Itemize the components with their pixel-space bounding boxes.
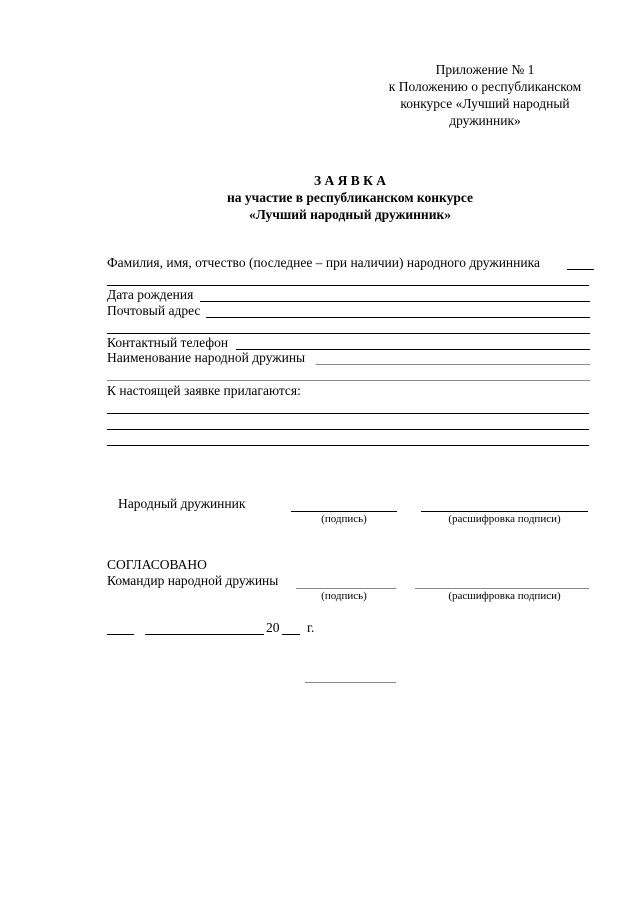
squad-name-field[interactable] [316,364,590,365]
volunteer-decode-caption: (расшифровка подписи) [448,513,561,525]
attachments-line-3[interactable] [107,445,589,446]
volunteer-name-decode-field[interactable] [421,511,588,512]
date-day-field[interactable] [107,634,134,635]
date-year-field[interactable] [282,634,300,635]
birth-date-label: Дата рождения [107,287,194,302]
squad-name-field-continued[interactable] [107,380,590,381]
phone-label: Контактный телефон [107,335,229,350]
annex-line-3: конкурсе «Лучший народный [400,96,570,111]
document-subtitle: на участие в республиканском конкурсе [226,190,474,205]
commander-signature-caption: (подпись) [321,590,367,602]
annex-line-2: к Положению о республиканском [388,79,582,94]
document-title: З А Я В К А [313,173,387,188]
commander-signature-field[interactable] [296,588,396,589]
commander-label: Командир народной дружины [107,573,279,588]
attachments-line-1[interactable] [107,413,589,414]
full-name-field-continued[interactable] [107,285,589,286]
attachments-label: К настоящей заявке прилагаются: [107,383,301,398]
postal-address-label: Почтовый адрес [107,303,201,318]
volunteer-signature-field[interactable] [291,511,397,512]
contest-name: «Лучший народный дружинник» [248,207,452,222]
full-name-field[interactable] [567,269,594,270]
annex-line-4: дружинник» [449,113,521,128]
postal-address-field[interactable] [206,317,590,318]
volunteer-label: Народный дружинник [118,496,246,511]
volunteer-signature-caption: (подпись) [321,513,367,525]
date-month-field[interactable] [145,634,264,635]
agreed-label: СОГЛАСОВАНО [107,557,207,572]
postal-address-field-continued[interactable] [107,333,590,334]
date-year-prefix: 20 [266,620,280,635]
date-year-suffix: г. [307,620,315,635]
annex-line-1: Приложение № 1 [435,62,535,77]
birth-date-field[interactable] [200,301,590,302]
commander-name-decode-field[interactable] [415,588,589,589]
footer-separator [305,682,396,683]
commander-decode-caption: (расшифровка подписи) [448,590,561,602]
attachments-line-2[interactable] [107,429,589,430]
full-name-label: Фамилия, имя, отчество (последнее – при наличии) народного дружинника [107,255,540,270]
squad-name-label: Наименование народной дружины [107,350,306,365]
